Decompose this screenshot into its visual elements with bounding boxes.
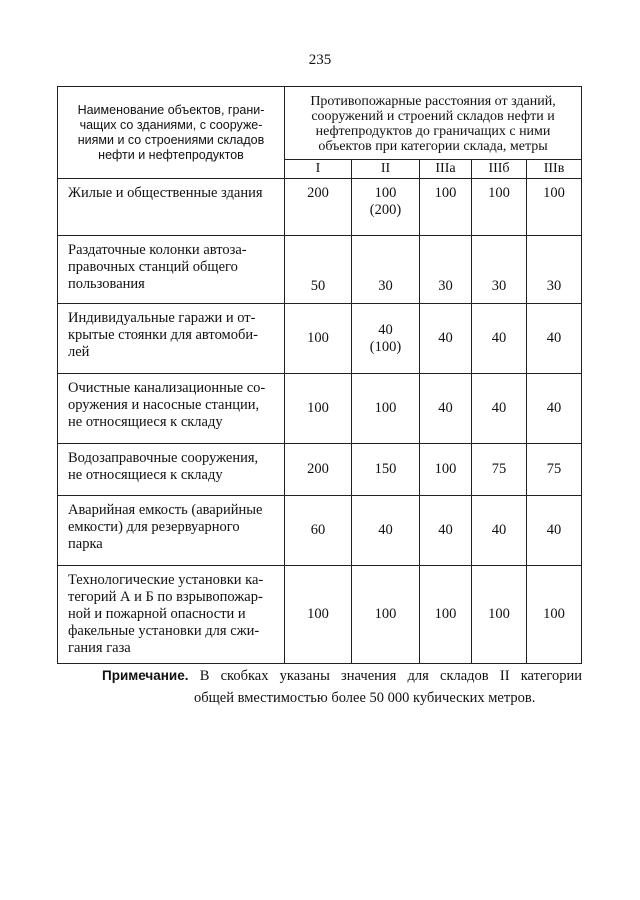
category-header: IIIа xyxy=(420,160,472,179)
object-name-line: не относящиеся к складу xyxy=(68,414,223,430)
distance-value-cell xyxy=(352,304,420,374)
note-text-1: В скобках указаны значения для складов II категории xyxy=(199,668,582,684)
distance-value: 100 xyxy=(434,461,457,477)
distance-value: 50 xyxy=(310,278,326,294)
distance-value: 40 xyxy=(491,400,507,416)
distance-value: 100 xyxy=(543,185,565,201)
distance-value-cell xyxy=(420,304,472,374)
table-row xyxy=(58,304,582,374)
header-object-line: Наименование объектов, грани- xyxy=(77,102,265,117)
object-name-line: лей xyxy=(68,344,90,360)
distance-value-cell xyxy=(285,496,352,566)
distance-value-cell xyxy=(352,566,420,664)
object-name-cell xyxy=(58,304,285,374)
distance-value-cell xyxy=(527,236,582,304)
object-name-line: не относящиеся к складу xyxy=(68,467,223,483)
distance-value-cell xyxy=(285,179,352,236)
object-name-line: Раздаточные колонки автоза- xyxy=(68,242,247,258)
object-name-cell xyxy=(58,236,285,304)
distance-value-cell xyxy=(285,236,352,304)
note-label: Примечание. xyxy=(102,668,189,683)
distance-value: 100 xyxy=(374,400,397,416)
table-row xyxy=(58,496,582,566)
object-name-cell xyxy=(58,444,285,496)
header-distance-line: объектов при категории склада, метры xyxy=(318,139,548,154)
object-name-cell xyxy=(58,566,285,664)
table-row xyxy=(58,236,582,304)
distance-value: 40 xyxy=(546,400,562,416)
distance-value: 100 xyxy=(488,185,510,201)
header-object-line: нефти и нефтепродуктов xyxy=(98,147,244,162)
distance-value: 100 xyxy=(488,606,510,622)
note xyxy=(102,665,582,709)
distance-value-cell xyxy=(527,444,582,496)
distance-value-cell xyxy=(285,304,352,374)
distance-value-cell xyxy=(527,304,582,374)
distance-value-cell xyxy=(472,566,527,664)
distance-value-cell xyxy=(527,496,582,566)
distance-value-cell xyxy=(420,179,472,236)
distance-value-cell xyxy=(472,179,527,236)
distance-value-cell xyxy=(285,374,352,444)
object-name-cell xyxy=(58,496,285,566)
distance-value-cell xyxy=(420,444,472,496)
category-header: IIIб xyxy=(472,160,527,179)
distance-value-cell xyxy=(420,496,472,566)
table-row xyxy=(58,374,582,444)
distance-value-cell xyxy=(352,444,420,496)
distance-value: 40 xyxy=(546,330,562,346)
distance-value-cell xyxy=(472,236,527,304)
category-header: II xyxy=(352,160,420,179)
distance-value: 30 xyxy=(438,278,453,294)
distance-value: 100 xyxy=(374,606,397,622)
distance-value-cell xyxy=(472,304,527,374)
page-number: 235 xyxy=(308,52,332,68)
object-name-line: пользования xyxy=(68,276,145,292)
distance-value-cell xyxy=(527,179,582,236)
table-body xyxy=(58,179,582,664)
object-name-line: парка xyxy=(68,536,103,552)
distance-value: 100 xyxy=(307,330,329,346)
distance-value-cell xyxy=(472,496,527,566)
distance-value-cell xyxy=(285,566,352,664)
distance-value-cell xyxy=(352,236,420,304)
object-name-line: ной и пожарной опасности и xyxy=(68,606,246,622)
object-name-cell xyxy=(58,179,285,236)
distance-value: 40 xyxy=(438,522,453,538)
object-name-cell xyxy=(58,374,285,444)
header-distance-line: сооружений и строений складов нефти и xyxy=(311,109,555,124)
object-name-line: емкости) для резервуарного xyxy=(68,519,240,535)
distance-value-cell xyxy=(352,179,420,236)
category-header: IIIв xyxy=(527,160,582,179)
distance-value: 40 xyxy=(378,321,393,338)
distance-value-cell xyxy=(420,236,472,304)
distance-value-category-ii-large: (100) xyxy=(369,338,402,355)
note-line-2: общей вместимостью более 50 000 кубических метров. xyxy=(194,690,536,706)
table-header xyxy=(58,87,582,179)
distance-value: 200 xyxy=(307,185,329,201)
note-line-1 xyxy=(102,665,582,687)
distance-value-category-ii-large: (200) xyxy=(369,202,402,218)
distance-value-cell xyxy=(285,444,352,496)
object-name-line: крытые стоянки для автомоби- xyxy=(68,327,258,343)
header-object-line: ниями и со строениями складов xyxy=(77,132,265,147)
distance-value: 40 xyxy=(438,330,453,346)
distance-value: 100 xyxy=(374,185,397,201)
distance-value: 40 xyxy=(438,400,453,416)
distance-value-cell xyxy=(527,374,582,444)
header-distance-line: Противопожарные расстояния от зданий, xyxy=(310,94,556,109)
distance-value: 30 xyxy=(546,278,562,294)
fire-distance-table xyxy=(57,86,582,664)
distance-value: 40 xyxy=(491,330,507,346)
distance-value: 100 xyxy=(307,400,329,416)
header-distance-line: нефтепродуктов до граничащих с ними xyxy=(315,124,551,139)
object-name-line: Водозаправочные сооружения, xyxy=(68,450,259,466)
object-name-line: оружения и насосные станции, xyxy=(68,397,260,413)
object-name-line: правочных станций общего xyxy=(68,259,238,275)
distance-value-cell xyxy=(472,374,527,444)
table-row xyxy=(58,566,582,664)
distance-value: 30 xyxy=(378,278,393,294)
header-object-name xyxy=(58,87,285,179)
distance-value: 100 xyxy=(434,606,457,622)
category-header: I xyxy=(285,160,352,179)
distance-value: 40 xyxy=(491,522,507,538)
distance-value: 40 xyxy=(546,522,562,538)
distance-value-cell xyxy=(420,374,472,444)
distance-value-cell xyxy=(420,566,472,664)
distance-value: 60 xyxy=(310,522,326,538)
distance-value: 75 xyxy=(546,461,562,477)
distance-value: 75 xyxy=(491,461,507,477)
distance-value-cell xyxy=(352,374,420,444)
distance-value: 100 xyxy=(434,185,457,201)
distance-value: 200 xyxy=(307,461,329,477)
distance-value: 100 xyxy=(307,606,329,622)
object-name-line: Очистные канализационные со- xyxy=(68,380,266,396)
distance-value-cell xyxy=(472,444,527,496)
distance-value-cell xyxy=(527,566,582,664)
object-name-line: Индивидуальные гаражи и от- xyxy=(68,310,256,326)
distance-value: 150 xyxy=(374,461,397,477)
object-name-line: гания газа xyxy=(68,640,131,656)
distance-value: 40 xyxy=(378,522,393,538)
object-name-line: Технологические установки ка- xyxy=(68,572,264,588)
distance-value-cell xyxy=(352,496,420,566)
table-row xyxy=(58,444,582,496)
object-name-line: Жилые и общественные здания xyxy=(68,185,263,201)
distance-value: 30 xyxy=(491,278,507,294)
object-name-line: факельные установки для сжи- xyxy=(68,623,260,639)
table-row xyxy=(58,179,582,236)
object-name-line: Аварийная емкость (аварийные xyxy=(68,502,263,518)
object-name-line: тегорий А и Б по взрывопожар- xyxy=(68,589,263,605)
header-fire-distances xyxy=(285,87,582,160)
distance-value: 100 xyxy=(543,606,565,622)
header-object-line: чащих со зданиями, с сооруже- xyxy=(79,117,263,132)
